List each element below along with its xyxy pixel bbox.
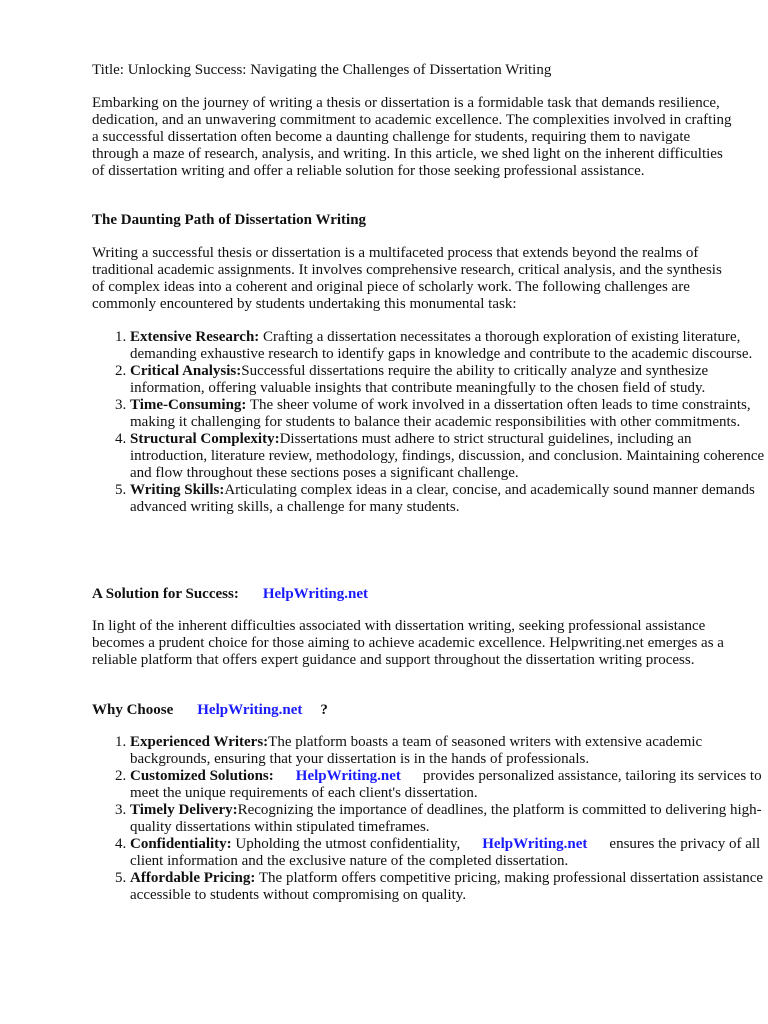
list-item-text: ensures the privacy of all client information and the exclusive nature of the completed dissertation. [130, 836, 761, 869]
list-item-text: Upholding the utmost confidentiality, [231, 836, 461, 852]
list-item-text: Crafting a dissertation necessitates a thorough exploration of existing literature, demanding exhaustive research to identify gaps in knowledge and contribute to the academic discourse. [130, 329, 753, 362]
list-item-text: Recognizing the importance of deadlines, the platform is committed to delivering high-quality dissertations within stipulated timeframes. [130, 802, 762, 835]
list-item-text: The sheer volume of work involved in a dissertation often leads to time constraints, making it challenging for students to balance their academic responsibilities with other commitments. [130, 397, 751, 430]
list-item-term: Critical Analysis: [130, 363, 242, 379]
helpwriting-link[interactable]: HelpWriting.net [262, 586, 368, 602]
list-item-text: Articulating complex ideas in a clear, concise, and academically sound manner demands advanced writing skills, a challenge for many students. [130, 482, 755, 515]
list-item-term: Confidentiality: [130, 836, 232, 852]
section-heading-daunting-path: The Daunting Path of Dissertation Writing [92, 212, 367, 228]
intro-paragraph: Embarking on the journey of writing a thesis or dissertation is a formidable task that demands resilience, dedication, and an unwavering commitment to academic excellence. The complexities involved in crafting a successful dissertation often become a daunting challenge for students, requiring them to navigate through a maze of research, analysis, and writing. In this article, we shed light on the inherent difficulties of dissertation writing and offer a reliable solution for those seeking professional assistance. [92, 95, 732, 179]
helpwriting-link[interactable]: HelpWriting.net [482, 836, 588, 852]
list-item [130, 802, 768, 836]
list-item-text: The platform offers competitive pricing, making professional dissertation assistance accessible to students without compromising on quality. [130, 870, 764, 903]
list-item-text: The platform boasts a team of seasoned writers with extensive academic backgrounds, ensuring that your dissertation is in the hands of professionals. [130, 734, 703, 767]
helpwriting-link[interactable]: HelpWriting.net [295, 768, 401, 784]
list-item [130, 836, 768, 870]
list-item [130, 870, 768, 904]
list-item [130, 734, 768, 768]
list-item-text: Successful dissertations require the ability to critically analyze and synthesize information, offering valuable insights that contribute meaningfully to the chosen field of study. [130, 363, 709, 396]
list-item-term: Timely Delivery: [130, 802, 238, 818]
list-item-term: Time-Consuming: [130, 397, 247, 413]
challenges-list [92, 329, 768, 516]
list-item [130, 482, 768, 516]
list-item [130, 768, 768, 802]
solution-heading-text: A Solution for Success: [92, 586, 239, 602]
list-item-term: Structural Complexity: [130, 431, 280, 447]
benefits-list [92, 734, 768, 904]
list-item [130, 329, 768, 363]
list-item-term: Writing Skills: [130, 482, 225, 498]
list-item [130, 363, 768, 397]
why-choose-text: Why Choose [92, 702, 174, 718]
section-heading-why-choose [92, 702, 732, 719]
list-item-term: Affordable Pricing: [130, 870, 256, 886]
section-paragraph-daunting-path: Writing a successful thesis or dissertation is a multifaceted process that extends beyond the realms of traditional academic assignments. It involves comprehensive research, critical analysis, and the synthesis of complex ideas into a coherent and original piece of scholarly work. The following challenges are commonly encountered by students undertaking this monumental task: [92, 245, 722, 312]
helpwriting-link[interactable]: HelpWriting.net [197, 702, 303, 718]
section-heading-solution [92, 586, 732, 603]
question-mark: ? [320, 702, 328, 718]
list-item [130, 397, 768, 431]
list-item-text: provides personalized assistance, tailoring its services to meet the unique requirements of each client's dissertation. [130, 768, 762, 801]
document-title: Title: Unlocking Success: Navigating the Challenges of Dissertation Writing [92, 62, 552, 78]
solution-paragraph: In light of the inherent difficulties associated with dissertation writing, seeking professional assistance becomes a prudent choice for those aiming to achieve academic excellence. Helpwriting.net emerges as a reliable platform that offers expert guidance and support throughout the dissertation writing process. [92, 618, 724, 668]
list-item-term: Experienced Writers: [130, 734, 269, 750]
list-item-text: Dissertations must adhere to strict structural guidelines, including an introduction, literature review, methodology, findings, discussion, and conclusion. Maintaining coherence and flow throughout these sections poses a significant challenge. [130, 431, 765, 481]
list-item-term: Customized Solutions: [130, 768, 274, 784]
list-item-term: Extensive Research: [130, 329, 260, 345]
list-item [130, 431, 768, 482]
